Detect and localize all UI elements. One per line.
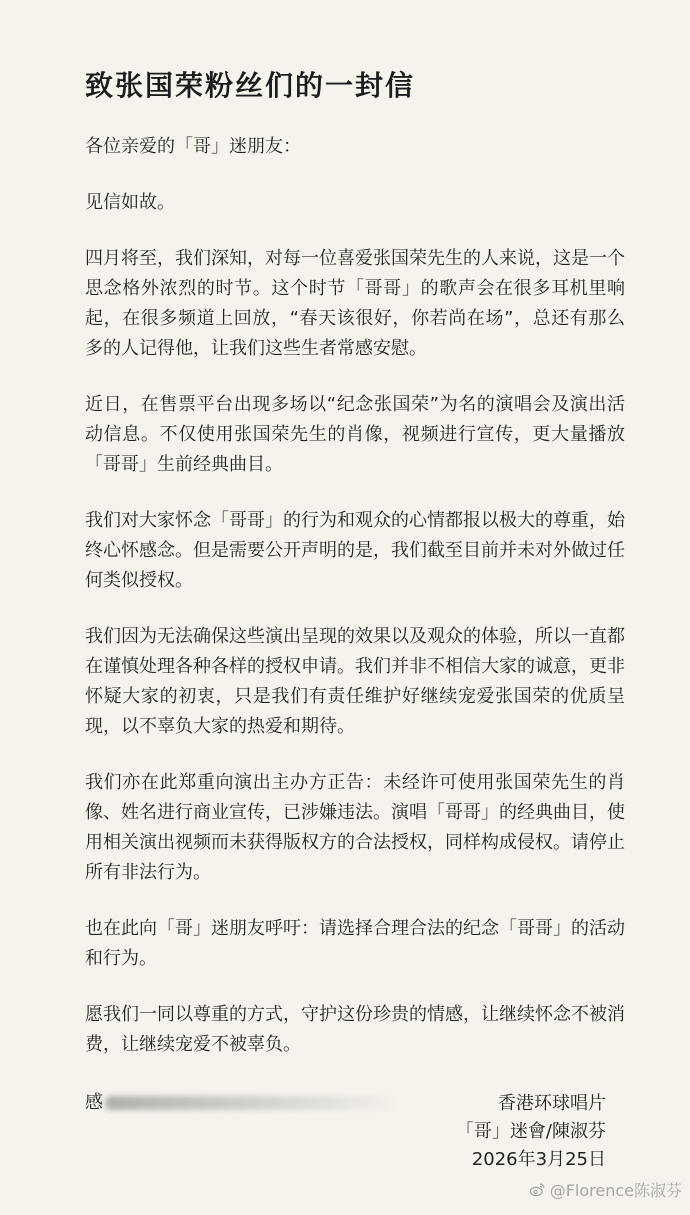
paragraph-april: 四月将至，我们深知，对每一位喜爱张国荣先生的人来说，这是一个思念格外浓烈的时节。这个时节「哥哥」的歌声会在很多耳机里响起，在很多频道上回放，“春天该很好，你若尚在场”，总还有那么多的人记得他，让我们这些生者常感安慰。 (85, 248, 625, 359)
closing-text: 感 (85, 1092, 103, 1113)
letter-body (85, 64, 625, 1118)
signature-fanclub: 「哥」迷會/陳淑芬 (455, 1121, 606, 1142)
paragraph-opening: 见信如故。 (85, 192, 175, 213)
paragraph-appeal: 也在此向「哥」迷朋友呼吁：请选择合理合法的纪念「哥哥」的活动和行为。 (85, 918, 625, 969)
signature-company: 香港环球唱片 (498, 1093, 606, 1114)
paragraph-recent: 近日，在售票平台出现多场以“纪念张国荣”为名的演唱会及演出活动信息。不仅使用张国荣先生的肖像，视频进行宣传，更大量播放「哥哥」生前经典曲目。 (85, 394, 625, 475)
weibo-icon (528, 1181, 546, 1199)
letter-greeting: 各位亲爱的「哥」迷朋友： (85, 136, 301, 157)
paragraph-wish: 愿我们一同以尊重的方式，守护这份珍贵的情感，让继续怀念不被消费，让继续宠爱不被辜负。 (85, 1004, 625, 1055)
paragraph-respect: 我们对大家怀念「哥哥」的行为和观众的心情都报以极大的尊重，始终心怀感念。但是需要公开声明的是，我们截至目前并未对外做过任何类似授权。 (85, 510, 625, 591)
blurred-text (105, 1096, 395, 1110)
signature-date: 2026年3月25日 (471, 1149, 606, 1170)
watermark-text: @Florence陈淑芬 (549, 1181, 682, 1200)
letter-title: 致张国荣粉丝们的一封信 (85, 69, 416, 102)
paragraph-authorization: 我们因为无法确保这些演出呈现的效果以及观众的体验，所以一直都在谨慎处理各种各样的授权申请。我们并非不相信大家的诚意，更非怀疑大家的初衷，只是我们有责任维护好继续宠爱张国荣的优质呈现，以不辜负大家的热爱和期待。 (85, 626, 625, 737)
paragraph-warning: 我们亦在此郑重向演出主办方正告：未经许可使用张国荣先生的肖像、姓名进行商业宣传，已涉嫌违法。演唱「哥哥」的经典曲目，使用相关演出视频而未获得版权方的合法授权，同样构成侵权。请停止所有非法行为。 (85, 772, 625, 883)
signature-block (456, 1090, 606, 1174)
watermark (528, 1178, 682, 1201)
